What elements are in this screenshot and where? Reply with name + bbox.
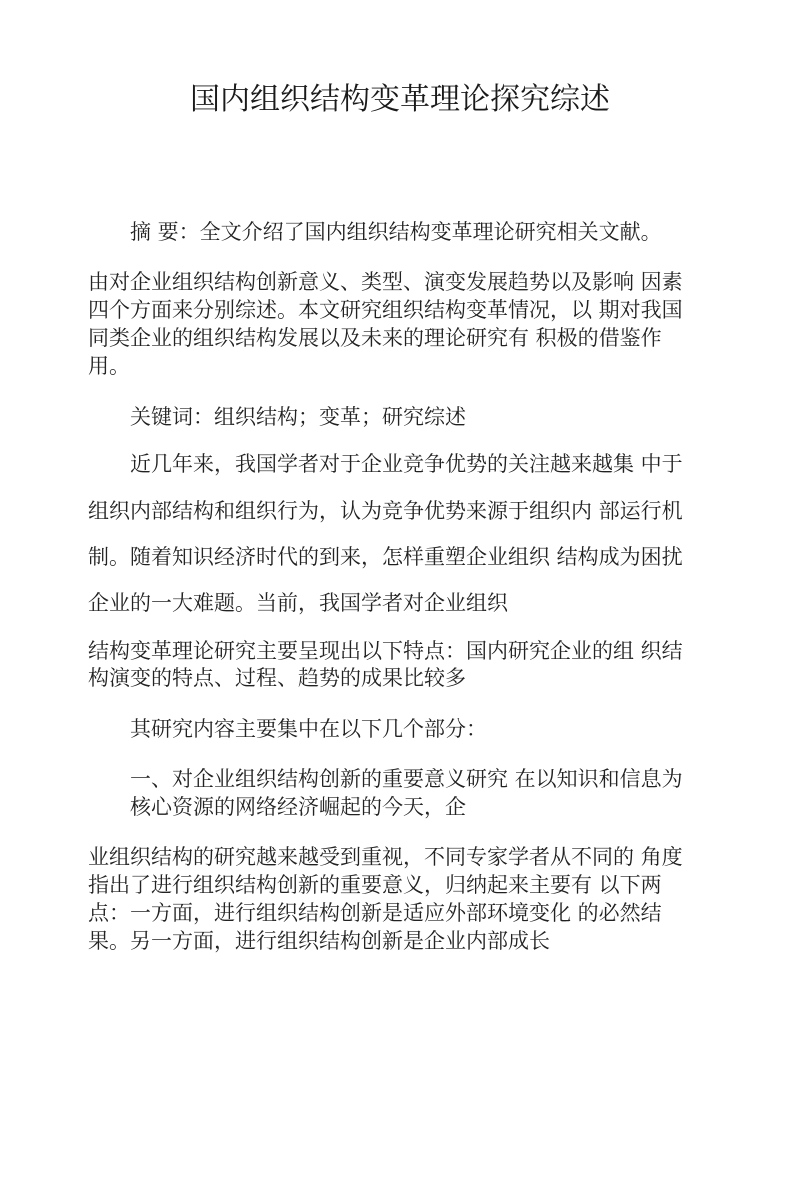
intro-line-4: 企业的一大难题。当前，我国学者对企业组织 — [88, 591, 508, 615]
section-1-line-1: 一、对企业组织结构创新的重要意义研究 在以知识和信息为 — [130, 767, 683, 791]
abstract-line-2: 由对企业组织结构创新意义、类型、演变发展趋势以及影响 因素 — [88, 270, 683, 294]
intro-line-2: 组织内部结构和组织行为，认为竞争优势来源于组织内 部运行机 — [88, 499, 683, 523]
body-line-2: 指出了进行组织结构创新的重要意义，归纳起来主要有 以下两 — [88, 873, 662, 897]
keywords: 关键词：组织结构；变革；研究综述 — [130, 405, 466, 429]
focus-sentence: 其研究内容主要集中在以下几个部分： — [130, 717, 487, 741]
abstract-line-5: 用。 — [88, 354, 130, 378]
features-line-2: 构演变的特点、过程、趋势的成果比较多 — [88, 666, 466, 690]
intro-line-3: 制。随着知识经济时代的到来，怎样重塑企业组织 结构成为困扰 — [88, 545, 683, 569]
body-line-3: 点：一方面，进行组织结构创新是适应外部环境变化 的必然结 — [88, 901, 662, 925]
features-line-1: 结构变革理论研究主要呈现出以下特点：国内研究企业的组 织结 — [88, 639, 683, 663]
body-line-1: 业组织结构的研究越来越受到重视，不同专家学者从不同的 角度 — [88, 845, 683, 869]
intro-line-1: 近几年来，我国学者对于企业竞争优势的关注越来越集 中于 — [130, 452, 683, 476]
page-title: 国内组织结构变革理论探究综述 — [190, 82, 610, 117]
body-line-4: 果。另一方面，进行组织结构创新是企业内部成长 — [88, 929, 550, 953]
abstract-line-1: 摘 要：全文介绍了国内组织结构变革理论研究相关文献。 — [130, 220, 662, 244]
section-1-line-2: 核心资源的网络经济崛起的今天，企 — [130, 795, 466, 819]
abstract-line-3: 四个方面来分别综述。本文研究组织结构变革情况，以 期对我国 — [88, 298, 683, 322]
abstract-line-4: 同类企业的组织结构发展以及未来的理论研究有 积极的借鉴作 — [88, 326, 662, 350]
